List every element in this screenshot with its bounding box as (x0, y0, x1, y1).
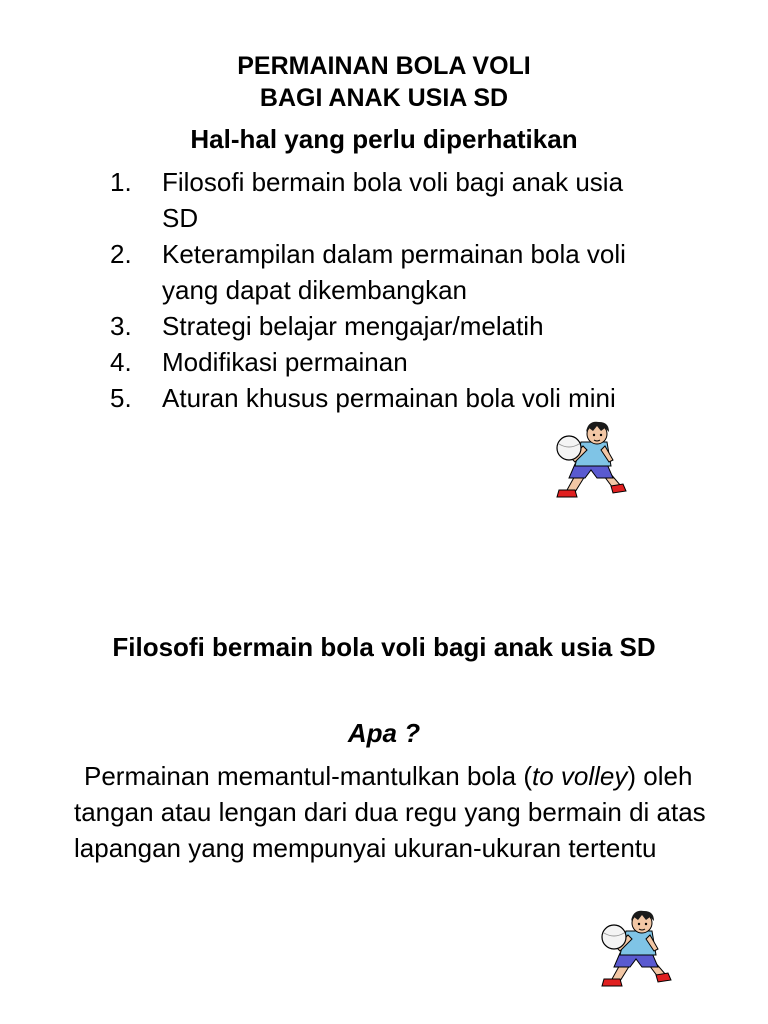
list-item-text: Keterampilan dalam permainan bola voli yang dapat dikembangkan (162, 239, 626, 305)
slide-title-line-2: BAGI ANAK USIA SD (259, 84, 509, 112)
list-item-number: 4. (110, 347, 132, 377)
slide-2 (0, 512, 768, 1024)
paragraph-italic-term: to volley (532, 761, 628, 791)
slide-title-line-1: PERMAINAN BOLA VOLI (237, 52, 531, 80)
volleyball-player-icon (598, 909, 674, 994)
definition-paragraph (74, 758, 714, 866)
list-item-text: Filosofi bermain bola voli bagi anak usia SD (162, 167, 624, 233)
list-item (0, 344, 662, 380)
slide-subtitle: Hal-hal yang perlu diperhatikan (190, 124, 578, 154)
list-item-number: 1. (110, 167, 132, 197)
volleyball-player-icon (553, 420, 629, 505)
question-heading: Apa ? (347, 718, 421, 748)
list-item-number: 2. (110, 239, 132, 269)
list-item-text: Aturan khusus permainan bola voli mini (162, 383, 616, 413)
section-heading: Filosofi bermain bola voli bagi anak usia SD (112, 632, 656, 662)
paragraph-text-after: ) oleh tangan atau lengan dari dua regu yang bermain di atas lapangan yang mempunyai ukuran-ukuran tertentu (74, 761, 706, 863)
list-item-number: 5. (110, 383, 132, 413)
list-item (0, 380, 662, 416)
topic-list (0, 164, 662, 416)
list-item-text: Modifikasi permainan (162, 347, 408, 377)
list-item-text: Strategi belajar mengajar/melatih (162, 311, 544, 341)
list-item (0, 308, 662, 344)
list-item-number: 3. (110, 311, 132, 341)
list-item (0, 164, 662, 236)
paragraph-text-before: Permainan memantul-mantulkan bola ( (84, 761, 532, 791)
list-item (0, 236, 662, 308)
